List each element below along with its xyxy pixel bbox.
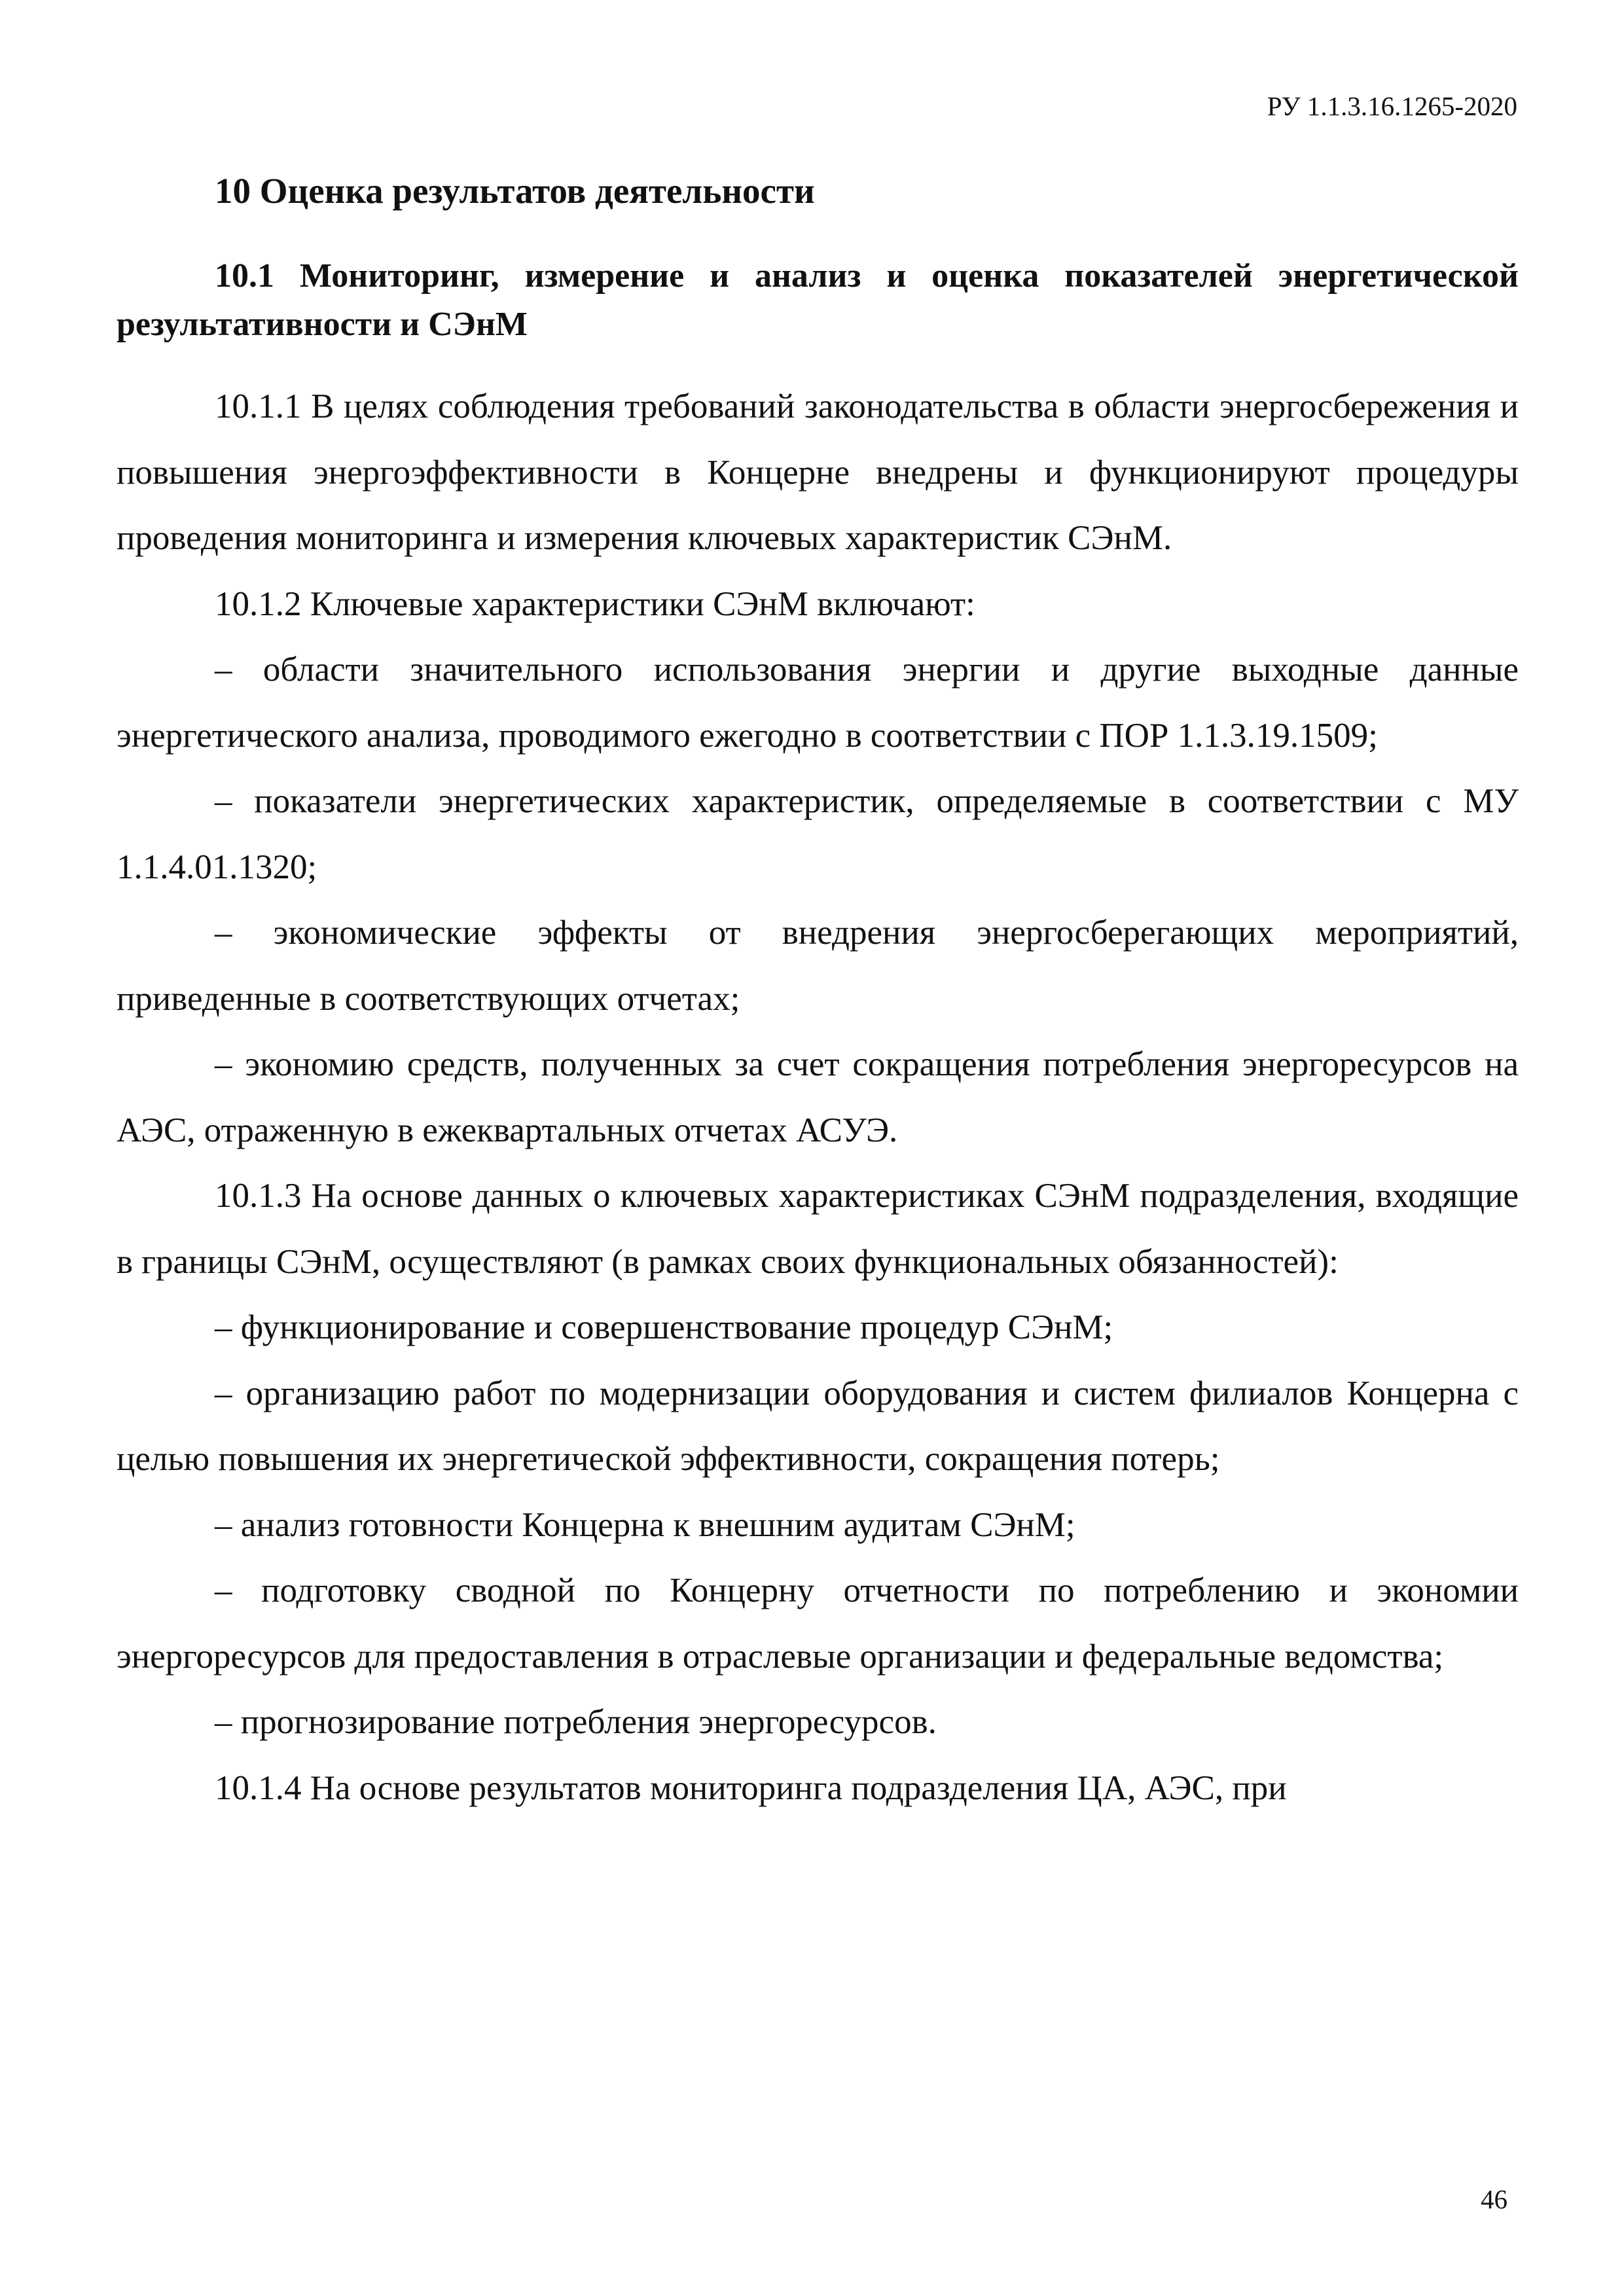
- list-item: – подготовку сводной по Концерну отчетности по потреблению и экономии энергоресурсов для предоставления в отраслевые организации и федеральные ведомства;: [117, 1571, 1519, 1676]
- list-item: – прогнозирование потребления энергоресурсов.: [215, 1703, 937, 1742]
- list-item: – функционирование и совершенствование процедур СЭнМ;: [215, 1308, 1113, 1347]
- list-item: – организацию работ по модернизации оборудования и систем филиалов Концерна с целью повышения их энергетической эффективности, сокращения потерь;: [117, 1374, 1519, 1479]
- document-code: РУ 1.1.3.16.1265-2020: [1267, 91, 1517, 121]
- paragraph-10-1-3: 10.1.3 На основе данных о ключевых характеристиках СЭнМ подразделения, входящие в границы СЭнМ, осуществляют (в рамках своих функциональных обязанностей):: [117, 1177, 1519, 1281]
- list-item: – показатели энергетических характеристик, определяемые в соответствии с МУ 1.1.4.01.1320;: [117, 782, 1519, 886]
- list-item: – области значительного использования энергии и другие выходные данные энергетического анализа, проводимого ежегодно в соответствии с ПОР 1.1.3.19.1509;: [117, 651, 1519, 755]
- paragraph-10-1-2: 10.1.2 Ключевые характеристики СЭнМ включают:: [215, 584, 975, 623]
- list-item: – экономические эффекты от внедрения энергосберегающих мероприятий, приведенные в соответствующих отчетах;: [117, 914, 1519, 1018]
- subsection-title: 10.1 Мониторинг, измерение и анализ и оценка показателей энергетической результативности и СЭнМ: [117, 257, 1519, 344]
- section-title: 10 Оценка результатов деятельности: [215, 171, 815, 211]
- paragraph-10-1-4: 10.1.4 На основе результатов мониторинга подразделения ЦА, АЭС, при: [215, 1768, 1287, 1807]
- list-item: – экономию средств, полученных за счет сокращения потребления энергоресурсов на АЭС, отраженную в ежеквартальных отчетах АСУЭ.: [117, 1045, 1519, 1149]
- paragraph-10-1-1: 10.1.1 В целях соблюдения требований законодательства в области энергосбережения и повышения энергоэффективности в Концерне внедрены и функционируют процедуры проведения мониторинга и измерения ключевых характеристик СЭнМ.: [117, 387, 1519, 558]
- document-body: [117, 154, 1519, 1821]
- page-number: 46: [1481, 2184, 1507, 2214]
- list-item: – анализ готовности Концерна к внешним аудитам СЭнМ;: [215, 1505, 1075, 1544]
